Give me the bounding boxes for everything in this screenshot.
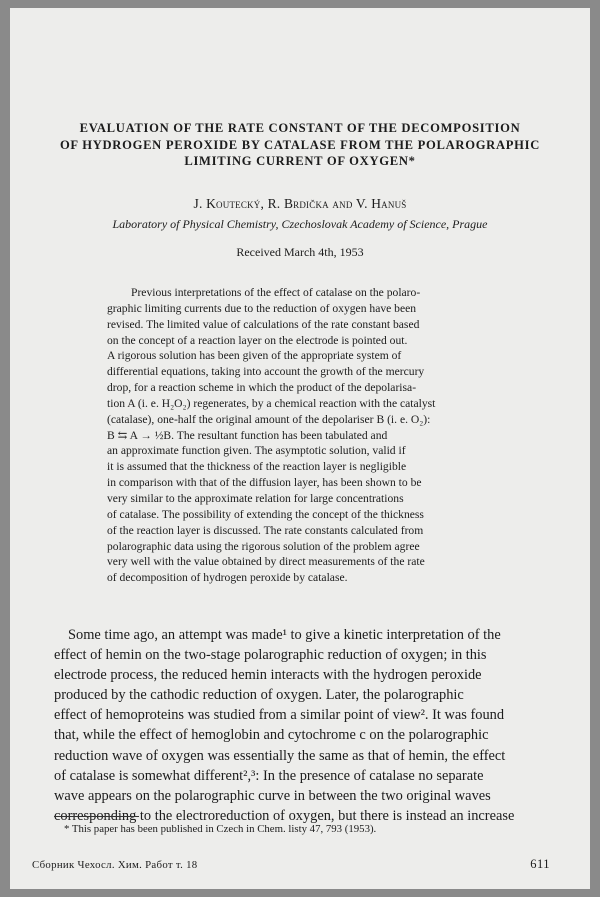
abstract-line: Previous interpretations of the effect of catalase on the polaro- [131,286,421,299]
abstract [107,285,498,586]
abstract-line: of the reaction layer is discussed. The rate constants calculated from [107,523,424,537]
received-date: Received March 4th, 1953 [236,245,364,259]
abstract-line: an approximate function given. The asymptotic solution, valid if [107,444,406,458]
abstract-line: A rigorous solution has been given of the appropriate system of [107,349,402,363]
abstract-line: (catalase), one-half the original amount of the depolariser B (i. e. O₂): [107,412,431,426]
body-line: produced by the cathodic reduction of oxygen. Later, the polarographic [54,687,464,704]
paper-title [50,120,550,170]
body-line: of catalase is somewhat different²,³: In the presence of catalase no separate [54,767,484,784]
title-line-3: LIMITING CURRENT OF OXYGEN* [184,154,416,168]
paper-page [10,8,590,889]
abstract-line: B ⇆ A → ½B. The resultant function has been tabulated and [107,428,388,442]
body-line: effect of hemin on the two-stage polarographic reduction of oxygen; in this [54,647,487,664]
title-line-1: EVALUATION OF THE RATE CONSTANT OF THE DECOMPOSITION [79,121,521,135]
body-line: wave appears on the polarographic curve in between the two original waves [54,787,491,804]
abstract-line: in comparison with that of the diffusion layer, has been shown to be [107,476,422,490]
body-line: that, while the effect of hemoglobin and cytochrome c on the polarographic [54,727,489,744]
body-line: effect of hemoproteins was studied from a similar point of view². It was found [54,707,505,724]
abstract-line: tion A (i. e. H₂O₂) regenerates, by a chemical reaction with the catalyst [107,396,436,410]
abstract-line: it is assumed that the thickness of the reaction layer is negligible [107,460,407,474]
abstract-line: differential equations, taking into account the growth of the mercury [107,365,425,379]
abstract-line: revised. The limited value of calculations of the rate constant based [107,317,420,331]
abstract-line: very well with the value obtained by direct measurements of the rate [107,555,425,569]
body-line: Some time ago, an attempt was made¹ to give a kinetic interpretation of the [68,627,501,643]
title-line-2: OF HYDROGEN PEROXIDE BY CATALASE FROM THE POLAROGRAPHIC [59,137,541,152]
abstract-line: drop, for a reaction scheme in which the product of the depolarisa- [107,381,417,395]
abstract-line: polarographic data using the rigorous solution of the problem agree [107,539,420,553]
journal-name: Сборник Чехосл. Хим. Работ т. 18 [32,859,198,871]
page-number: 611 [530,857,550,871]
body-line: corresponding to the electroreduction of oxygen, but there is instead an increase [54,807,515,824]
abstract-line: very similar to the approximate relation for large concentrations [107,491,404,505]
affiliation: Laboratory of Physical Chemistry, Czechoslovak Academy of Science, Prague [112,217,488,231]
abstract-line: of catalase. The possibility of extending the concept of the thickness [107,507,424,521]
authors: J. Koutecký, R. Brdička and V. Hanuš [193,196,407,211]
abstract-line: graphic limiting currents due to the reduction of oxygen have been [107,301,417,315]
abstract-line: of decomposition of hydrogen peroxide by catalase. [107,571,348,585]
abstract-line: on the concept of a reaction layer on the electrode is pointed out. [107,333,408,347]
body-line: reduction wave of oxygen was essentially the same as that of hemin, the effect [54,747,506,764]
body-text [54,625,551,826]
footnote: * This paper has been published in Czech in Chem. listy 47, 793 (1953). [64,823,377,835]
footnote-rule [54,816,139,817]
body-line: electrode process, the reduced hemin interacts with the hydrogen peroxide [54,667,482,684]
